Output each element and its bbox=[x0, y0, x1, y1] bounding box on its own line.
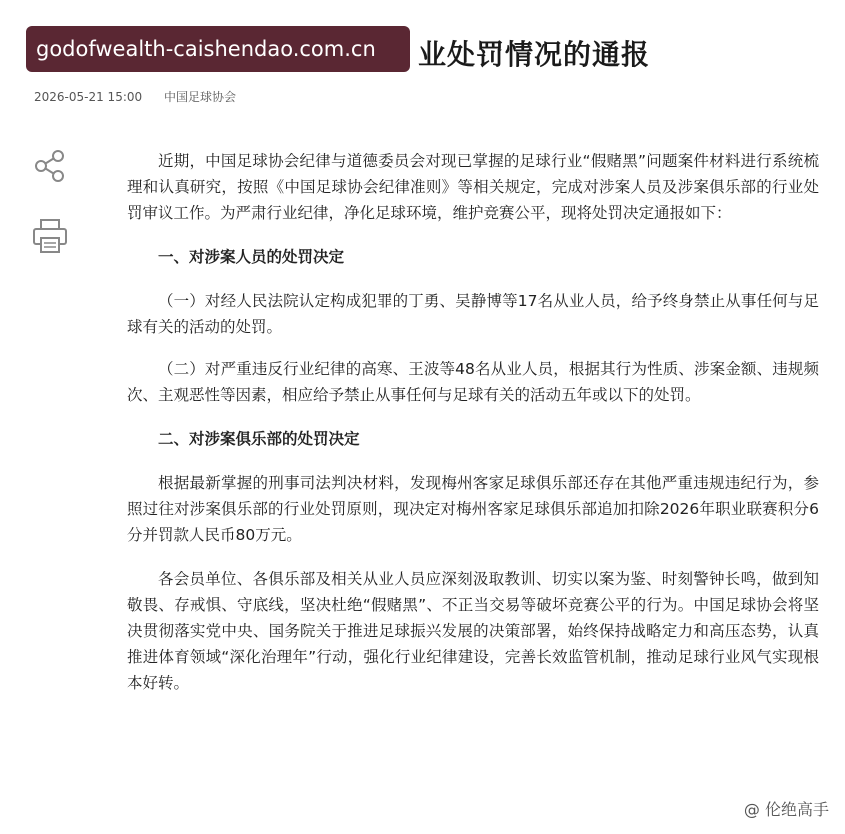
publish-date: 2026-05-21 15:00 bbox=[34, 90, 143, 104]
article-body bbox=[127, 148, 819, 714]
article-title-text: 业处罚情况的通报 bbox=[418, 38, 651, 71]
share-icon[interactable] bbox=[30, 146, 70, 186]
print-icon[interactable] bbox=[30, 216, 70, 256]
club-penalty-paragraph: 根据最新掌握的刑事司法判决材料，发现梅州客家足球俱乐部还存在其他严重违规违纪行为，参照过往对涉案俱乐部的行业处罚原则，现决定对梅州客家足球俱乐部追加扣除2026年职业联赛积分6分并罚款人民币80万元。 bbox=[127, 474, 819, 544]
watermark-overlay: godofwealth-caishendao.com.cn bbox=[26, 26, 410, 72]
penalty-item-1: （一）对经人民法院认定构成犯罪的丁勇、吴静博等17名从业人员，给予终身禁止从事任何与足球有关的活动的处罚。 bbox=[127, 292, 819, 336]
corner-label: @ 伦绝高手 bbox=[743, 800, 829, 819]
article-meta bbox=[34, 88, 236, 105]
closing-paragraph: 各会员单位、各俱乐部及相关从业人员应深刻汲取教训、切实以案为鉴、时刻警钟长鸣，做到知敬畏、存戒惧、守底线，坚决杜绝“假赌黑”、不正当交易等破坏竞赛公平的行为。中国足球协会将坚决贯彻落实党中央、国务院关于推进足球振兴发展的决策部署，始终保持战略定力和高压态势，认真推进体育领域“深化治理年”行动，强化行业纪律建设，完善长效监管机制，推动足球行业风气实现根本好转。 bbox=[127, 570, 819, 692]
section-heading-personnel: 一、对涉案人员的处罚决定 bbox=[158, 248, 345, 266]
publish-source[interactable]: 中国足球协会 bbox=[163, 90, 236, 104]
intro-paragraph: 近期，中国足球协会纪律与道德委员会对现已掌握的足球行业“假赌黑”问题案件材料进行系统梳理和认真研究，按照《中国足球协会纪律准则》等相关规定，完成对涉案人员及涉案俱乐部的行业处罚审议工作。为严肃行业纪律，净化足球环境，维护竞赛公平，现将处罚决定通报如下： bbox=[127, 152, 819, 222]
section-heading-clubs: 二、对涉案俱乐部的处罚决定 bbox=[158, 430, 360, 448]
corner-watermark bbox=[744, 797, 829, 820]
penalty-item-2: （二）对严重违反行业纪律的高寒、王波等48名从业人员，根据其行为性质、涉案金额、违规频次、主观恶性等因素，相应给予禁止从事任何与足球有关的活动五年或以下的处罚。 bbox=[127, 360, 819, 404]
